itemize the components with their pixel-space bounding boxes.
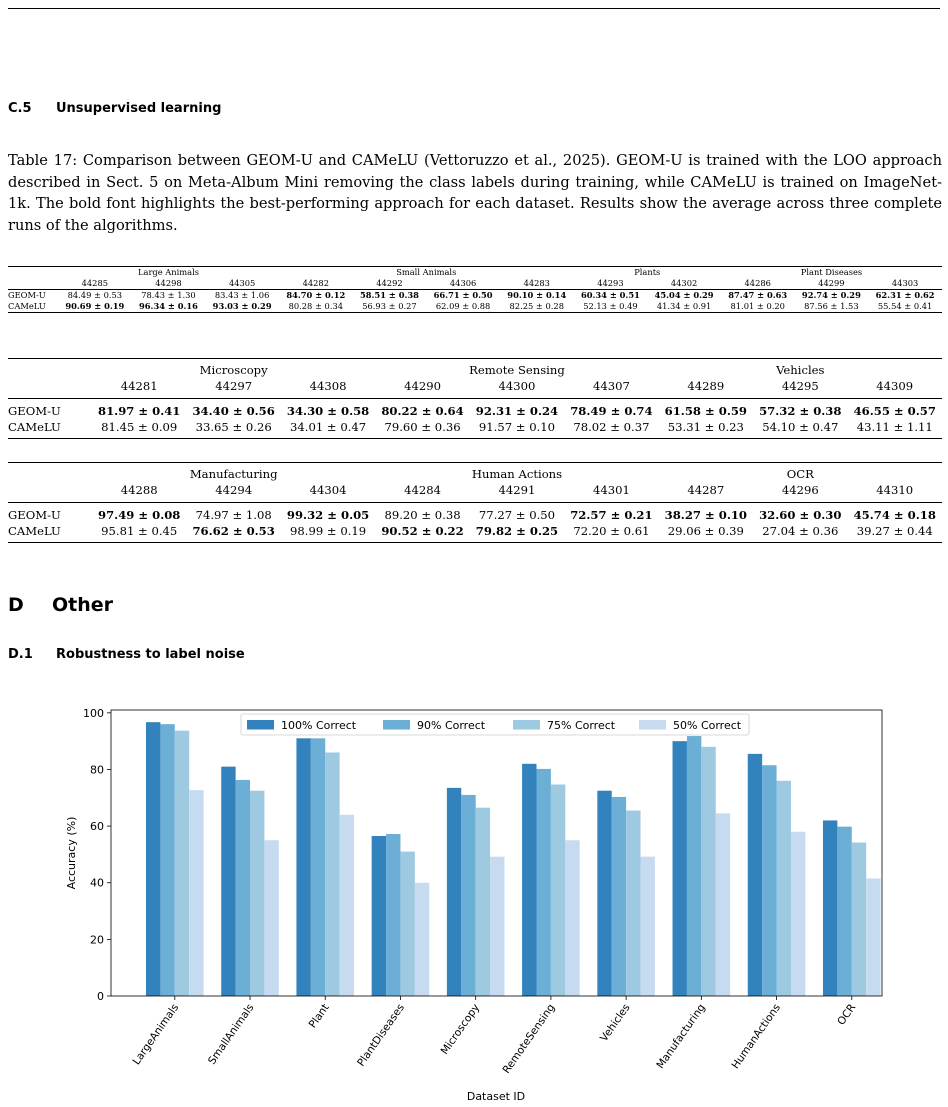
dataset-id: 44305 — [228, 278, 256, 288]
result-value: 53.31 ± 0.23 — [667, 420, 744, 434]
table-row — [8, 523, 942, 543]
result-value: 62.31 ± 0.62 — [875, 290, 935, 300]
y-tick-label: 40 — [90, 876, 104, 890]
dataset-id: 44289 — [687, 379, 725, 393]
result-value: 80.22 ± 0.64 — [381, 404, 464, 418]
x-tick-label: Plant — [306, 1001, 332, 1031]
legend-label: 75% Correct — [547, 719, 616, 732]
bar — [701, 747, 715, 996]
result-value: 80.28 ± 0.34 — [288, 301, 344, 311]
y-axis-label: Accuracy (%) — [65, 816, 78, 890]
dataset-id: 44292 — [376, 278, 403, 288]
dataset-id: 44301 — [592, 483, 630, 497]
accuracy-bar-chart — [0, 700, 948, 1107]
result-value: 38.27 ± 0.10 — [664, 508, 747, 522]
group-header-row — [8, 463, 942, 483]
result-value: 91.57 ± 0.10 — [478, 420, 556, 434]
result-value: 78.43 ± 1.30 — [141, 290, 196, 300]
bar — [823, 820, 837, 996]
x-tick-label: Vehicles — [598, 1001, 633, 1044]
dataset-id: 44285 — [81, 278, 109, 288]
legend-label: 50% Correct — [673, 719, 742, 732]
bar — [536, 769, 550, 996]
x-tick-label: Microscopy — [438, 1001, 483, 1057]
results-table-3 — [8, 462, 942, 543]
bar — [146, 722, 160, 996]
result-value: 32.60 ± 0.30 — [759, 508, 842, 522]
section-number: D.1 — [8, 647, 33, 662]
dataset-id-row — [8, 278, 942, 290]
result-value: 27.04 ± 0.36 — [762, 524, 839, 538]
result-value: 74.97 ± 1.08 — [195, 508, 272, 522]
group-header: Vehicles — [776, 363, 825, 377]
result-value: 61.58 ± 0.59 — [664, 404, 747, 418]
result-value: 45.74 ± 0.18 — [853, 508, 936, 522]
dataset-id: 44286 — [744, 278, 771, 288]
dataset-id-row — [8, 482, 942, 503]
group-header: Manufacturing — [189, 467, 278, 481]
x-axis-label: Dataset ID — [466, 1090, 526, 1103]
method-name: CAMeLU — [8, 420, 61, 434]
result-value: 76.62 ± 0.53 — [192, 524, 275, 538]
bar — [641, 857, 655, 996]
result-value: 87.56 ± 1.53 — [804, 301, 859, 311]
table-row — [8, 301, 942, 313]
result-value: 79.82 ± 0.25 — [475, 524, 559, 538]
result-value: 39.27 ± 0.44 — [856, 524, 933, 538]
result-value: 89.20 ± 0.38 — [384, 508, 461, 522]
result-value: 72.20 ± 0.61 — [573, 524, 650, 538]
bar — [264, 840, 278, 996]
result-value: 79.60 ± 0.36 — [384, 420, 461, 434]
bar — [236, 780, 250, 996]
result-value: 87.47 ± 0.63 — [728, 290, 788, 300]
method-name: GEOM-U — [8, 290, 46, 300]
section-title: Robustness to label noise — [56, 647, 245, 662]
group-header: Remote Sensing — [469, 363, 565, 377]
result-value: 33.65 ± 0.26 — [195, 420, 272, 434]
result-value: 96.34 ± 0.16 — [139, 301, 198, 311]
results-table-1 — [8, 266, 942, 313]
bar — [250, 791, 264, 996]
table-caption: Table 17: Comparison between GEOM-U and CAMeLU (Vettoruzzo et al., 2025). GEOM-U is trained with the LOO approach described in Sect. 5 on Meta-Album Mini removing the class labels during training, while CAMeLU is trained on ImageNet-1k. The bold font highlights the best-performing approach for each dataset. Results show the average across three complete runs of the algorithms. — [8, 152, 942, 234]
section-heading-d — [8, 594, 113, 616]
legend-label: 100% Correct — [281, 719, 357, 732]
bar — [687, 736, 701, 996]
result-value: 41.34 ± 0.91 — [656, 301, 712, 311]
result-value: 55.54 ± 0.41 — [877, 301, 933, 311]
page-top-rule — [8, 8, 940, 9]
result-value: 45.04 ± 0.29 — [654, 290, 714, 300]
group-header: Microscopy — [199, 363, 268, 377]
result-value: 93.03 ± 0.29 — [212, 301, 272, 311]
result-value: 95.81 ± 0.45 — [101, 524, 178, 538]
method-name: CAMeLU — [8, 301, 46, 311]
bar — [866, 878, 880, 996]
bar — [461, 795, 475, 996]
dataset-id: 44296 — [781, 483, 819, 497]
result-value: 78.02 ± 0.37 — [573, 420, 650, 434]
result-value: 66.71 ± 0.50 — [433, 290, 493, 300]
result-value: 58.51 ± 0.38 — [359, 290, 419, 300]
result-value: 81.01 ± 0.20 — [730, 301, 785, 311]
bar — [386, 834, 400, 996]
bar — [415, 883, 429, 996]
table-row — [8, 399, 942, 420]
x-tick-label: PlantDiseases — [355, 1001, 407, 1069]
result-value: 56.93 ± 0.27 — [362, 301, 417, 311]
bar — [447, 788, 461, 996]
section-title: Other — [52, 594, 114, 616]
dataset-id-row — [8, 378, 942, 399]
bar — [852, 843, 866, 996]
method-name: GEOM-U — [8, 404, 61, 418]
group-header: Large Animals — [137, 267, 199, 277]
dataset-id: 44306 — [449, 278, 477, 288]
dataset-id: 44299 — [818, 278, 845, 288]
dataset-id: 44304 — [309, 483, 347, 497]
result-value: 92.74 ± 0.29 — [801, 290, 861, 300]
dataset-id: 44283 — [523, 278, 550, 288]
section-heading-c5 — [8, 101, 221, 116]
bar — [565, 840, 579, 996]
dataset-id: 44288 — [120, 483, 158, 497]
result-value: 62.09 ± 0.88 — [435, 301, 491, 311]
section-title: Unsupervised learning — [56, 101, 222, 116]
dataset-id: 44307 — [592, 379, 630, 393]
x-tick-label: LargeAnimals — [130, 1001, 182, 1068]
bar — [175, 731, 189, 996]
bar — [311, 738, 325, 996]
dataset-id: 44284 — [404, 483, 441, 497]
result-value: 34.01 ± 0.47 — [290, 420, 367, 434]
legend-label: 90% Correct — [417, 719, 486, 732]
legend-swatch — [247, 720, 274, 730]
section-number: D — [8, 594, 24, 616]
y-tick-label: 100 — [83, 706, 104, 720]
table-row — [8, 290, 942, 302]
bar — [762, 765, 776, 996]
result-value: 82.25 ± 0.28 — [509, 301, 564, 311]
bar — [476, 808, 490, 996]
result-value: 84.49 ± 0.53 — [67, 290, 123, 300]
bar — [221, 767, 235, 996]
dataset-id: 44282 — [302, 278, 329, 288]
bar — [791, 832, 805, 996]
table-row — [8, 503, 942, 524]
group-header: OCR — [786, 467, 814, 481]
bar — [777, 781, 791, 996]
method-name: GEOM-U — [8, 508, 61, 522]
bar — [325, 752, 339, 996]
group-header: Human Actions — [471, 467, 563, 481]
bar — [673, 741, 687, 996]
x-tick-label: HumanActions — [729, 1001, 784, 1072]
group-header-row — [8, 267, 942, 279]
bar — [160, 724, 174, 996]
bar — [296, 738, 310, 996]
dataset-id: 44294 — [215, 483, 253, 497]
method-name: CAMeLU — [8, 524, 61, 538]
x-tick-label: Manufacturing — [654, 1001, 708, 1072]
y-tick-label: 80 — [90, 763, 104, 777]
result-value: 34.30 ± 0.58 — [286, 404, 370, 418]
result-value: 54.10 ± 0.47 — [762, 420, 839, 434]
bar — [837, 827, 851, 996]
bar — [551, 784, 565, 996]
bar — [522, 764, 536, 996]
section-number: C.5 — [8, 101, 32, 116]
result-value: 57.32 ± 0.38 — [759, 404, 842, 418]
result-value: 99.32 ± 0.05 — [286, 508, 370, 522]
bar — [340, 815, 354, 996]
dataset-id: 44310 — [876, 483, 914, 497]
result-value: 43.11 ± 1.11 — [856, 420, 933, 434]
dataset-id: 44300 — [498, 379, 536, 393]
dataset-id: 44291 — [498, 483, 536, 497]
x-tick-label: OCR — [835, 1001, 859, 1028]
result-value: 78.49 ± 0.74 — [570, 404, 653, 418]
result-value: 34.40 ± 0.56 — [192, 404, 275, 418]
table-row — [8, 419, 942, 439]
x-tick-label: RemoteSensing — [500, 1001, 558, 1076]
group-header: Plants — [634, 267, 661, 277]
dataset-id: 44293 — [597, 278, 624, 288]
result-value: 77.27 ± 0.50 — [478, 508, 556, 522]
result-value: 90.52 ± 0.22 — [381, 524, 464, 538]
dataset-id: 44287 — [687, 483, 725, 497]
group-header: Small Animals — [396, 267, 457, 277]
bar — [189, 790, 203, 996]
y-tick-label: 20 — [90, 933, 104, 947]
y-tick-label: 0 — [97, 990, 104, 1003]
dataset-id: 44309 — [876, 379, 914, 393]
result-value: 90.10 ± 0.14 — [507, 290, 567, 300]
legend-swatch — [513, 720, 540, 730]
bar — [626, 811, 640, 996]
result-value: 46.55 ± 0.57 — [853, 404, 936, 418]
group-header-row — [8, 359, 942, 379]
group-header: Plant Diseases — [800, 267, 863, 277]
result-value: 90.69 ± 0.19 — [65, 301, 125, 311]
result-value: 97.49 ± 0.08 — [98, 508, 181, 522]
result-value: 81.97 ± 0.41 — [98, 404, 181, 418]
dataset-id: 44303 — [891, 278, 919, 288]
dataset-id: 44298 — [155, 278, 182, 288]
dataset-id: 44295 — [781, 379, 819, 393]
results-table-2 — [8, 358, 942, 439]
bar — [597, 791, 611, 996]
result-value: 52.13 ± 0.49 — [583, 301, 638, 311]
result-value: 84.70 ± 0.12 — [286, 290, 346, 300]
legend-swatch — [383, 720, 410, 730]
result-value: 83.43 ± 1.06 — [214, 290, 270, 300]
dataset-id: 44290 — [404, 379, 441, 393]
bar — [400, 852, 414, 996]
result-value: 72.57 ± 0.21 — [570, 508, 653, 522]
bar — [748, 754, 762, 996]
section-heading-d1 — [8, 647, 245, 662]
bar — [372, 836, 386, 996]
x-tick-label: SmallAnimals — [205, 1001, 257, 1067]
result-value: 92.31 ± 0.24 — [475, 404, 559, 418]
dataset-id: 44297 — [215, 379, 253, 393]
bar — [490, 857, 504, 996]
dataset-id: 44308 — [309, 379, 347, 393]
bar — [612, 797, 626, 996]
dataset-id: 44281 — [120, 379, 158, 393]
result-value: 60.34 ± 0.51 — [580, 290, 640, 300]
result-value: 29.06 ± 0.39 — [667, 524, 744, 538]
y-tick-label: 60 — [90, 820, 104, 834]
result-value: 98.99 ± 0.19 — [290, 524, 367, 538]
result-value: 81.45 ± 0.09 — [101, 420, 178, 434]
legend-swatch — [639, 720, 666, 730]
dataset-id: 44302 — [670, 278, 698, 288]
bar — [716, 813, 730, 996]
